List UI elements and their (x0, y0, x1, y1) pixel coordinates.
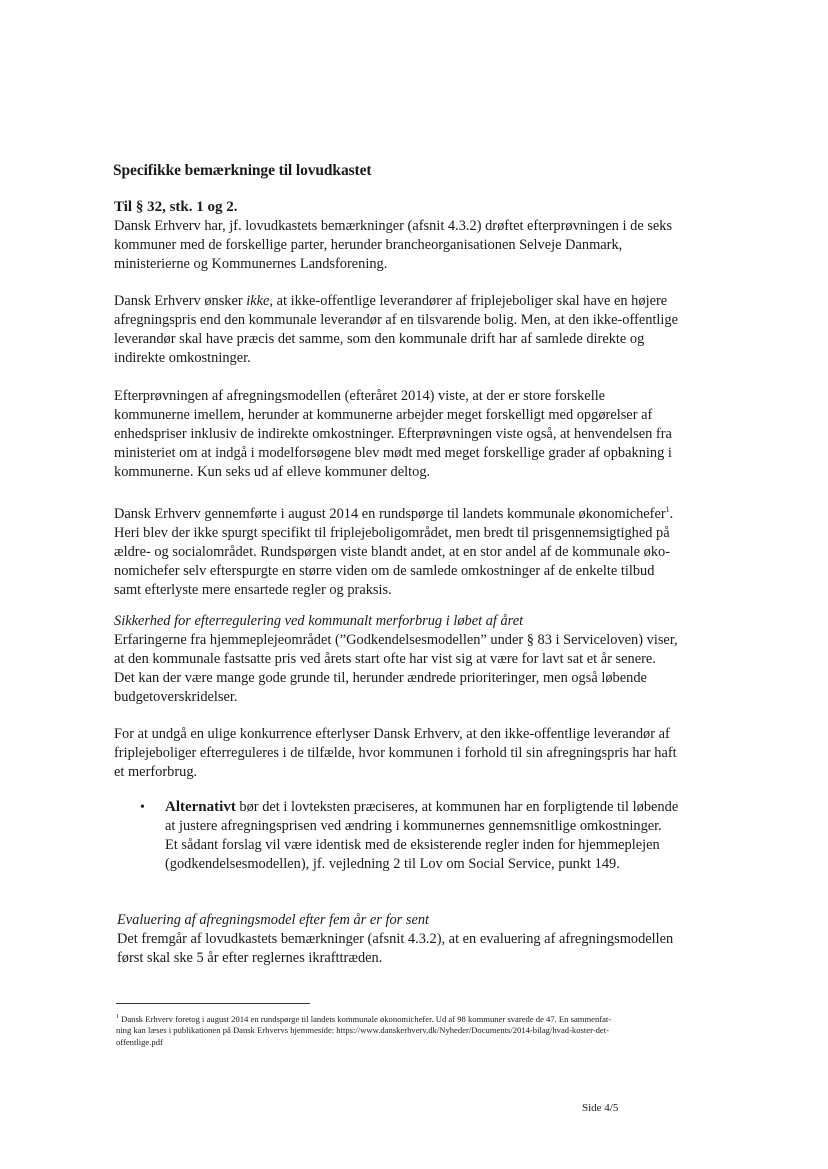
bold-alternativt: Alternativt (165, 799, 236, 815)
text-line (114, 292, 724, 311)
text-line: ministerierne og Kommunernes Landsforening. (114, 256, 388, 272)
bullet-item-alternativt (165, 798, 725, 874)
footnote-reference[interactable]: 1 (665, 505, 670, 514)
section-title-evaluering: Evaluering af afregningsmodel efter fem år er for sent (117, 912, 430, 928)
text-line: kommunerne imellem, herunder at kommunerne arbejder meget forskelligt med opgørelser af (114, 407, 653, 423)
text-line: Det fremgår af lovudkastets bemærkninger (afsnit 4.3.2), at en evaluering af afregningsmodellen (117, 931, 674, 947)
text-run: Dansk Erhverv gennemførte i august 2014 en rundspørge til landets kommunale økonomichefer (114, 505, 666, 522)
text-line: Det kan der være mange gode grunde til, herunder ændrede prioriteringer, men også løbende (114, 670, 647, 686)
text-line: Heri blev der ikke spurgt specifikt til friplejeboligområdet, men bredt til prisgennemsigtighed på (114, 524, 670, 541)
text-line: et merforbrug. (114, 764, 198, 780)
text-line: afregningspris end den kommunale leverandør af en tilsvarende bolig. Men, at den ikke-offentlige (114, 312, 678, 328)
text-run: Dansk Erhverv ønsker (114, 293, 247, 309)
text-line: Erfaringerne fra hjemmeplejeområdet (”Godkendelsesmodellen” under § 83 i Serviceloven) viser, (114, 632, 678, 648)
text-line: enhedspriser inklusiv de indirekte omkostninger. Efterprøvningen viste også, at henvendelsen fra (114, 426, 672, 442)
text-line: kommunerne. Kun seks ud af elleve kommuner deltog. (114, 464, 431, 480)
footnote-line[interactable]: offentlige.pdf (116, 1036, 163, 1047)
text-line: budgetoverskridelser. (114, 689, 238, 705)
text-run: , at ikke-offentlige leverandører af friplejeboliger skal have en højere (269, 293, 668, 309)
text-line: ældre- og socialområdet. Rundspørgen viste blandt andet, at en stor andel af de kommunale øko- (114, 543, 671, 560)
footnote-line[interactable]: ning kan læses i publikationen på Dansk Erhvervs hjemmeside: https://www.danskerhverv.dk/Nyheder/Documents/2014-bilag/hvad-koster-det- (116, 1025, 609, 1036)
footnote-divider (116, 1003, 310, 1004)
bullet-marker: • (140, 800, 145, 815)
text-line: ministeriet om at indgå i modelforsøgene blev mødt med meget forskellige grader af opbakning i (114, 445, 672, 461)
footnote-line (116, 1012, 726, 1025)
text-line: Et sådant forslag vil være identisk med de eksisterende regler inden for hjemmeplejen (165, 837, 660, 853)
text-line: først skal ske 5 år efter reglernes ikrafttræden. (117, 950, 383, 966)
section-paragraph-1 (114, 198, 724, 274)
text-line: Dansk Erhverv har, jf. lovudkastets bemærkninger (afsnit 4.3.2) drøftet efterprøvningen i de seks (114, 218, 673, 234)
section-evaluering (117, 911, 727, 968)
footnote-mark: 1 (116, 1014, 119, 1020)
page-heading: Specifikke bemærkninge til lovudkastet (113, 162, 372, 179)
text-line: (godkendelsesmodellen), jf. vejledning 2 til Lov om Social Service, punkt 149. (165, 856, 620, 872)
text-line: nomichefer selv efterspurgte en større viden om de samlede omkostninger af de enkelte tilbud (114, 562, 655, 579)
text-line: at justere afregningsprisen ved ændring i kommunernes gennemsnitlige omkostninger. (165, 818, 662, 834)
text-line: For at undgå en ulige konkurrence efterlyser Dansk Erhverv, at den ikke-offentlige leverandør af (114, 726, 670, 742)
text-line: indirekte omkostninger. (114, 350, 251, 366)
page-number: Side 4/5 (582, 1102, 619, 1114)
paragraph-3 (114, 387, 724, 482)
paragraph-6 (114, 725, 724, 782)
text-line: Efterprøvningen af afregningsmodellen (efteråret 2014) viste, at der er store forskelle (114, 388, 606, 404)
text-line (165, 798, 725, 817)
emphasis-ikke: ikke (246, 293, 270, 309)
text-line: samt efterlyste mere ensartede regler og praksis. (114, 581, 392, 598)
section-title-paragraph-32: Til § 32, stk. 1 og 2. (114, 199, 238, 215)
footnote (116, 1012, 726, 1048)
text-run: . (669, 505, 674, 522)
section-efterregulering (114, 612, 724, 707)
paragraph-4 (114, 500, 724, 600)
paragraph-2 (114, 292, 724, 368)
text-line: leverandør skal have præcis det samme, som den kommunale drift har af samlede direkte og (114, 331, 645, 347)
text-line (114, 500, 724, 524)
text-line: at den kommunale fastsatte pris ved årets start ofte har vist sig at være for lavt sat et år senere. (114, 651, 656, 667)
text-run: Dansk Erhverv foretog i august 2014 en rundspørge til landets kommunale økonomichefer. Ud af 98 kommuner svarede de 47. En sammenfat- (119, 1013, 612, 1024)
text-line: friplejeboliger efterreguleres i de tilfælde, hvor kommunen i forhold til sin afregningspris har haft (114, 745, 677, 761)
text-line: kommuner med de forskellige parter, herunder brancheorganisationen Selveje Danmark, (114, 237, 623, 253)
section-title-efterregulering: Sikkerhed for efterregulering ved kommunalt merforbrug i løbet af året (114, 613, 524, 629)
text-run: bør det i lovteksten præciseres, at kommunen har en forpligtende til løbende (235, 799, 679, 815)
